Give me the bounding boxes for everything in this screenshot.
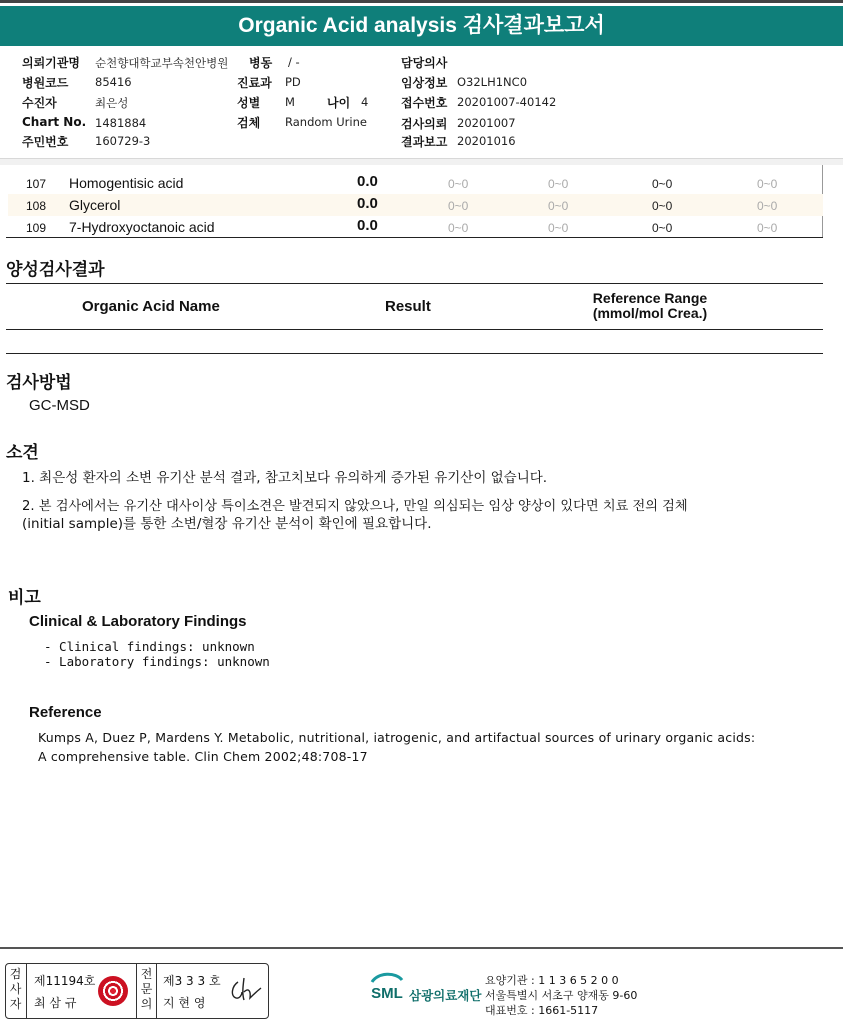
reference-title: Reference: [29, 704, 102, 721]
phone: 대표번호 : 1661-5117: [485, 1004, 599, 1017]
tester-label: [8, 967, 23, 1012]
reviewer-name: 지 현 영: [163, 996, 206, 1010]
row-number: 108: [26, 199, 47, 213]
age-label: 나이: [327, 96, 351, 110]
ref-range-1: 0~0: [448, 177, 469, 191]
seal-stamp-icon: [98, 976, 128, 1006]
sml-logo-icon: [366, 968, 408, 1010]
department-label: 진료과: [237, 76, 272, 90]
reviewer-label-char: 의: [140, 997, 153, 1011]
signature-icon: [228, 974, 264, 1011]
tester-name: 최 삼 규: [34, 996, 77, 1010]
ref-range-4: 0~0: [757, 199, 778, 213]
organization-name: 삼광의료재단: [409, 988, 482, 1003]
positive-table-top-border: [6, 283, 823, 284]
section-divider: [0, 158, 843, 165]
ref-range-3: 0~0: [652, 199, 673, 213]
table-row: [8, 172, 823, 194]
table-bottom-border: [6, 237, 823, 238]
tester-label-char: 자: [9, 997, 22, 1011]
specimen-label: 검체: [237, 116, 261, 130]
hospital-code-label: 병원코드: [22, 76, 69, 90]
separator: [136, 964, 137, 1018]
acid-name: Homogentisic acid: [69, 175, 184, 191]
clinical-findings-title: Clinical & Laboratory Findings: [29, 613, 247, 630]
row-number: 109: [26, 221, 47, 235]
care-institution-number: 요양기관 : 1 1 3 6 5 2 0 0: [485, 974, 619, 987]
reference-line-2: A comprehensive table. Clin Chem 2002;48:708-17: [38, 749, 368, 764]
acid-result: 0.0: [357, 173, 378, 190]
method-title: 검사방법: [6, 373, 72, 393]
signature-box: [5, 963, 269, 1019]
finding-line-2b: (initial sample)를 통한 소변/혈장 유기산 분석이 확인에 필요합니다.: [22, 516, 432, 532]
report-date-value: 20201016: [457, 134, 516, 148]
remarks-title: 비고: [8, 588, 41, 608]
tester-license: 제11194호: [34, 974, 96, 988]
institution-value: 순천향대학교부속천안병원: [95, 56, 229, 70]
institution-label: 의뢰기관명: [22, 56, 80, 70]
reviewer-license: 제3 3 3 호: [163, 974, 221, 988]
chart-no-label: Chart No.: [22, 115, 87, 129]
method-value: GC-MSD: [29, 397, 90, 414]
reviewer-label-char: 문: [140, 982, 153, 996]
specimen-value: Random Urine: [285, 115, 367, 129]
ref-range-4: 0~0: [757, 221, 778, 235]
clinical-finding-1: - Clinical findings: unknown: [44, 639, 255, 654]
clinical-info-value: O32LH1NC0: [457, 75, 528, 89]
reviewer-label: [139, 967, 154, 1012]
tester-label-char: 검: [9, 967, 22, 981]
ref-range-3: 0~0: [652, 221, 673, 235]
acid-name: 7-Hydroxyoctanoic acid: [69, 219, 215, 235]
col-result: Result: [385, 298, 431, 315]
ref-range-2: 0~0: [548, 221, 569, 235]
ref-range-2: 0~0: [548, 199, 569, 213]
ref-range-1: 0~0: [448, 199, 469, 213]
hospital-code-value: 85416: [95, 75, 132, 89]
row-number: 107: [26, 177, 47, 191]
receipt-no-value: 20201007-40142: [457, 95, 557, 109]
reference-line-1: Kumps A, Duez P, Mardens Y. Metabolic, nutritional, iatrogenic, and artifactual sources of urinary organic acids:: [38, 730, 756, 745]
ref-range-3: 0~0: [652, 177, 673, 191]
finding-line-1: 1. 최은성 환자의 소변 유기산 분석 결과, 참고치보다 유의하게 증가된 유기산이 없습니다.: [22, 470, 548, 486]
findings-title: 소견: [6, 443, 39, 463]
clinical-finding-2: - Laboratory findings: unknown: [44, 654, 270, 669]
chart-no-value: 1481884: [95, 116, 147, 130]
acid-result: 0.0: [357, 217, 378, 234]
patient-value: 최은성: [95, 96, 129, 110]
col-reference-range-line1: Reference Range: [592, 290, 708, 306]
table-row: [8, 194, 823, 216]
acid-result: 0.0: [357, 195, 378, 212]
positive-table-header-border: [6, 329, 823, 330]
positive-table-bottom-border: [6, 353, 823, 354]
results-table: [8, 172, 823, 238]
acid-name: Glycerol: [69, 197, 121, 213]
finding-line-2a: 2. 본 검사에서는 유기산 대사이상 특이소견은 발견되지 않았으나, 만일 의심되는 임상 양상이 있다면 치료 전의 검체: [22, 499, 688, 514]
patient-label: 수진자: [22, 96, 57, 110]
reviewer-label-char: 전: [140, 967, 153, 981]
age-value: 4: [361, 95, 369, 109]
col-reference-range-line2: (mmol/mol Crea.): [592, 305, 708, 321]
sex-value: M: [285, 95, 295, 109]
separator: [156, 964, 157, 1018]
patient-info: [22, 54, 822, 154]
id-no-value: 160729-3: [95, 134, 151, 148]
department-value: PD: [285, 75, 301, 89]
address: 서울특별시 서초구 양재동 9-60: [485, 989, 638, 1002]
tester-label-char: 사: [9, 982, 22, 996]
footer-divider: [0, 947, 843, 949]
logo-text: SML: [371, 985, 403, 1002]
signature-icon-svg: [228, 974, 264, 1004]
top-border: [0, 0, 843, 3]
col-acid-name: Organic Acid Name: [82, 298, 220, 315]
sex-label: 성별: [237, 96, 261, 110]
request-date-value: 20201007: [457, 116, 516, 130]
col-reference-range: [575, 291, 725, 321]
ref-range-2: 0~0: [548, 177, 569, 191]
ward-label: 병동: [249, 56, 273, 70]
request-date-label: 검사의뢰: [401, 117, 448, 131]
ref-range-4: 0~0: [757, 177, 778, 191]
report-title: Organic Acid analysis 검사결과보고서: [0, 6, 843, 46]
id-no-label: 주민번호: [22, 135, 69, 149]
clinical-info-label: 임상정보: [401, 76, 448, 90]
table-row: [8, 216, 823, 238]
physician-label: 담당의사: [401, 56, 448, 70]
separator: [26, 964, 27, 1018]
positive-results-title: 양성검사결과: [6, 260, 105, 280]
ref-range-1: 0~0: [448, 221, 469, 235]
report-date-label: 결과보고: [401, 135, 448, 149]
ward-value: / -: [288, 55, 300, 69]
receipt-no-label: 접수번호: [401, 96, 448, 110]
